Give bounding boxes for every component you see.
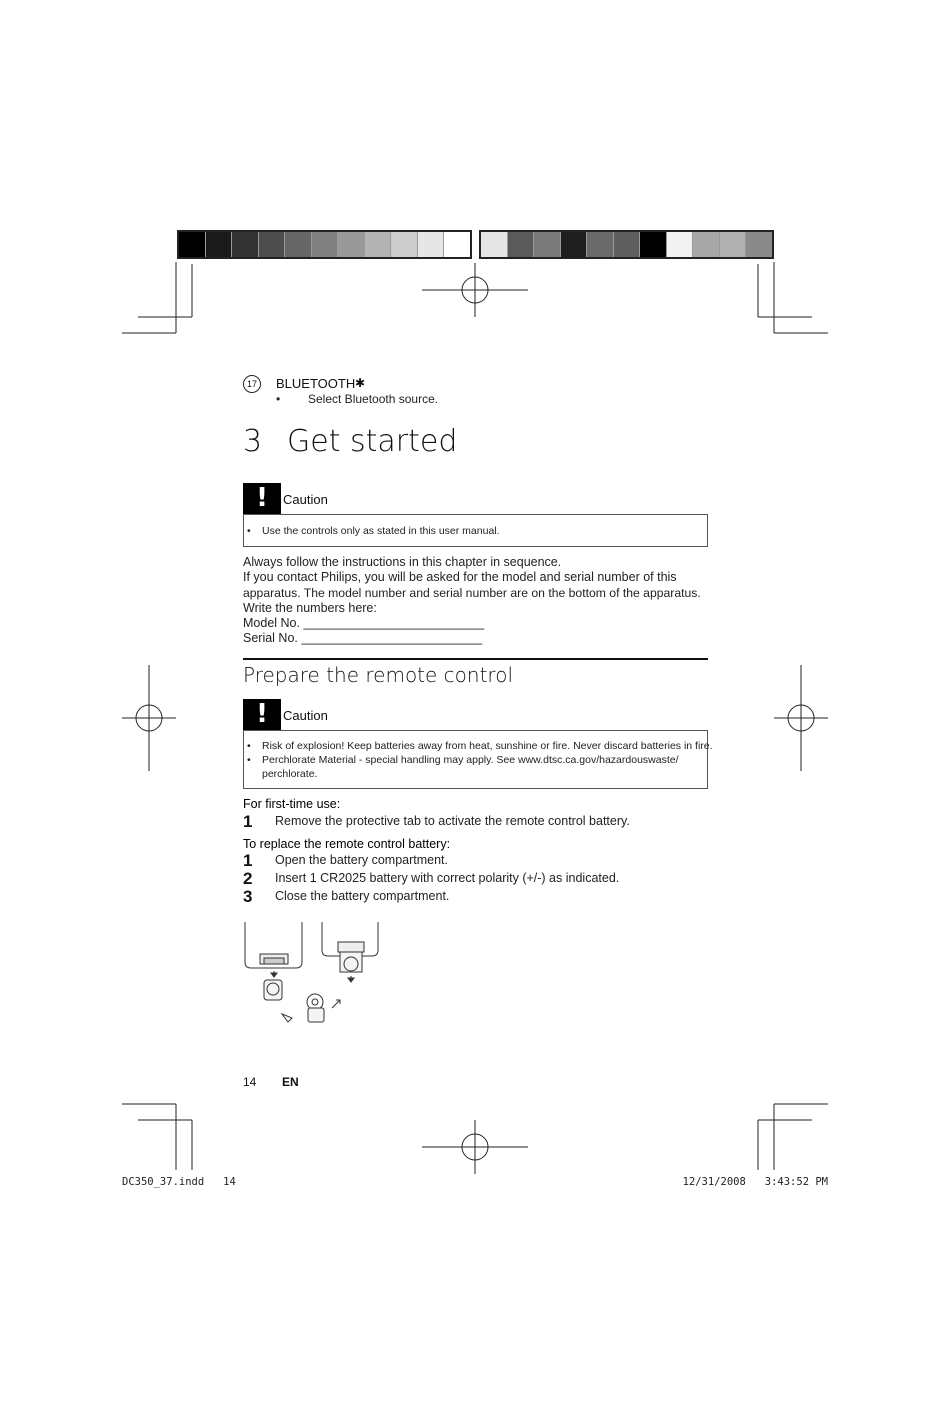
caution-header (243, 699, 443, 730)
caution-item: Risk of explosion! Keep batteries away from heat, sunshine or fire. Never discard batteries in fire. (262, 740, 713, 752)
color-swatch (746, 232, 772, 257)
chapter-title: Get started (287, 424, 458, 459)
color-swatch (338, 232, 365, 257)
caution-box (243, 514, 708, 547)
caution-item: Use the controls only as stated in this user manual. (262, 525, 500, 537)
color-swatch (444, 232, 470, 257)
slug-file: DC350_37.indd 14 (122, 1176, 236, 1188)
color-swatch (312, 232, 339, 257)
caution-label: Caution (283, 708, 328, 723)
color-swatch (534, 232, 561, 257)
bluetooth-icon: ✱ (355, 376, 366, 390)
color-swatch (720, 232, 747, 257)
chapter-heading (243, 424, 457, 459)
exclamation-icon: ! (243, 699, 281, 730)
caution-header (243, 483, 443, 514)
caution-box (243, 730, 713, 789)
color-swatch (232, 232, 259, 257)
intro-line: Write the numbers here: (243, 600, 377, 615)
item-number-badge: 17 (243, 375, 261, 393)
step-item (243, 851, 713, 871)
step-item (243, 869, 713, 889)
color-swatch (259, 232, 286, 257)
color-swatch (667, 232, 694, 257)
chapter-number: 3 (243, 424, 263, 459)
color-swatch (508, 232, 535, 257)
color-bar-left (177, 230, 472, 259)
model-number-field: Model No. __________________________ (243, 616, 485, 631)
step-item (243, 887, 713, 907)
bullet-dot: • (247, 754, 251, 766)
caution-item: Perchlorate Material - special handling may apply. See www.dtsc.ca.gov/hazardouswaste/ (262, 754, 679, 766)
bullet-dot: • (276, 392, 281, 406)
bullet-dot: • (247, 525, 251, 537)
section-divider (243, 658, 708, 660)
language-code: EN (282, 1075, 299, 1089)
step-number: 1 (243, 851, 253, 870)
color-swatch (206, 232, 233, 257)
step-number: 3 (243, 887, 253, 906)
step-text: Insert 1 CR2025 battery with correct polarity (+/-) as indicated. (275, 871, 620, 885)
exclamation-icon: ! (243, 483, 281, 514)
color-swatch (614, 232, 641, 257)
step-text: Open the battery compartment. (275, 853, 449, 867)
caution-label: Caution (283, 492, 328, 507)
color-bar-right (479, 230, 774, 259)
color-swatch (693, 232, 720, 257)
color-swatch (640, 232, 667, 257)
step-number: 2 (243, 869, 253, 888)
color-swatch (391, 232, 418, 257)
color-swatch (561, 232, 588, 257)
first-use-heading: For first-time use: (243, 797, 341, 811)
color-swatch (179, 232, 206, 257)
slug-datetime: 12/31/2008 3:43:52 PM (682, 1176, 828, 1188)
item-bullet-text: Select Bluetooth source. (308, 392, 439, 406)
bullet-dot: • (247, 740, 251, 752)
item-title: BLUETOOTH (276, 376, 356, 391)
step-text: Remove the protective tab to activate the remote control battery. (275, 814, 630, 828)
replace-heading: To replace the remote control battery: (243, 837, 451, 851)
color-swatch (587, 232, 614, 257)
color-swatch (418, 232, 445, 257)
color-swatch (481, 232, 508, 257)
color-swatch (285, 232, 312, 257)
step-number: 1 (243, 812, 253, 831)
intro-line: Always follow the instructions in this chapter in sequence. (243, 555, 562, 569)
caution-item-continuation: perchlorate. (262, 768, 318, 780)
intro-line: If you contact Philips, you will be asked for the model and serial number of this (243, 570, 677, 585)
color-swatch (365, 232, 392, 257)
section-title: Prepare the remote control (243, 663, 514, 687)
step-text: Close the battery compartment. (275, 889, 450, 903)
intro-paragraph (243, 555, 713, 647)
serial-number-field: Serial No. __________________________ (243, 631, 483, 646)
page-number: 14 (243, 1075, 257, 1089)
intro-line: apparatus. The model number and serial number are on the bottom of the apparatus. (243, 585, 701, 600)
battery-illustration (240, 918, 390, 1028)
step-item (243, 812, 713, 832)
